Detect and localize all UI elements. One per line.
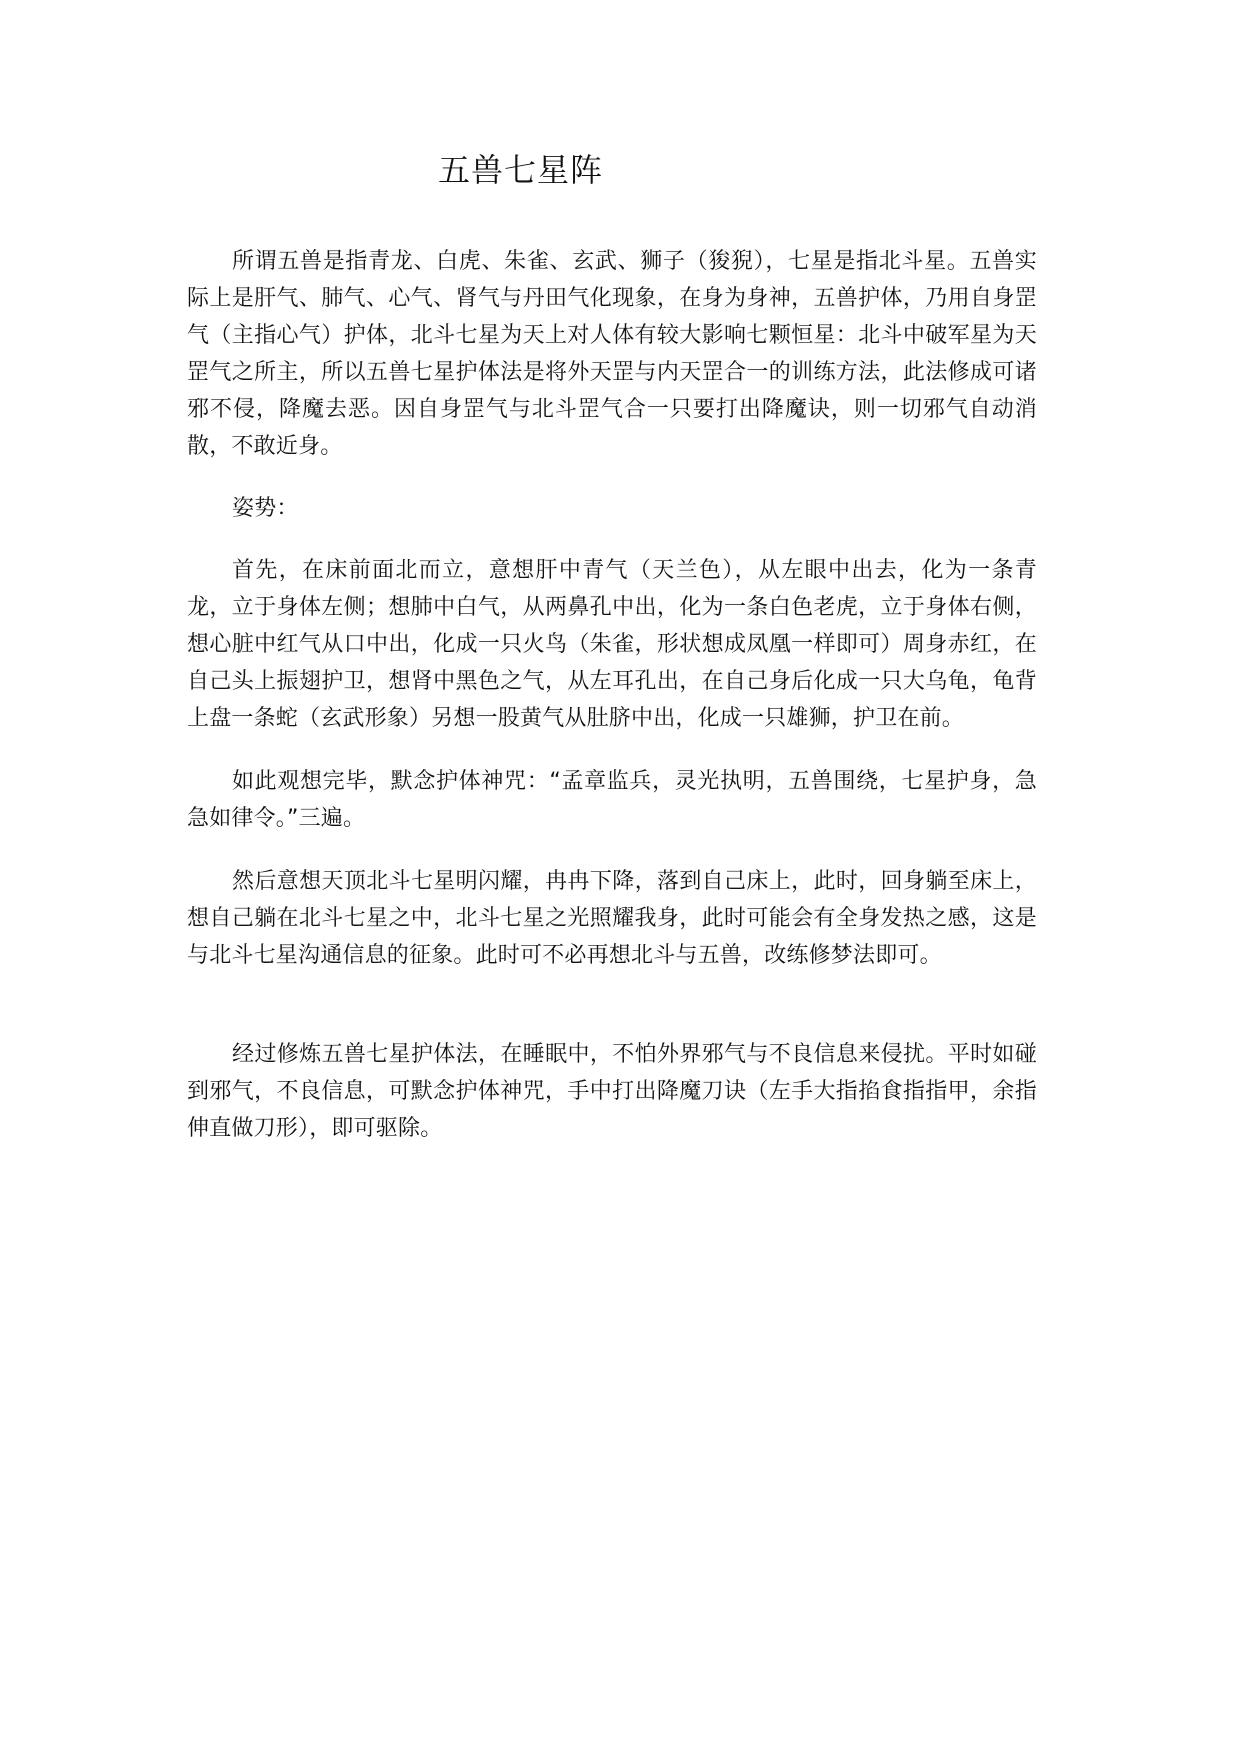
paragraph-benefits: 经过修炼五兽七星护体法，在睡眠中，不怕外界邪气与不良信息来侵扰。平时如碰到邪气，不良信息，可默念护体神咒，手中打出降魔刀诀（左手大指掐食指指甲，余指伸直做刀形），即可驱除。 (187, 1042, 1037, 1141)
paragraph-posture-heading: 姿势： (232, 496, 299, 521)
paragraph-intro: 所谓五兽是指青龙、白虎、朱雀、玄武、狮子（狻猊），七星是指北斗星。五兽实际上是肝气、肺气、心气、肾气与丹田气化现象，在身为身神，五兽护体，乃用自身罡气（主指心气）护体，北斗七星为天上对人体有较大影响七颗恒星：北斗中破军星为天罡气之所主，所以五兽七星护体法是将外天罡与内天罡合一的训练方法，此法修成可诸邪不侵，降魔去恶。因自身罡气与北斗罡气合一只要打出降魔诀，则一切邪气自动消散，不敢近身。 (187, 249, 1037, 459)
document-title: 五兽七星阵 (438, 151, 604, 189)
paragraph-visualization: 首先，在床前面北而立，意想肝中青气（天兰色），从左眼中出去，化为一条青龙，立于身体左侧；想肺中白气，从两鼻孔中出，化为一条白色老虎，立于身体右侧，想心脏中红气从口中出，化成一只火鸟（朱雀，形状想成凤凰一样即可）周身赤红，在自己头上振翅护卫，想肾中黑色之气，从左耳孔出，在自己身后化成一只大乌龟，龟背上盘一条蛇（玄武形象）另想一股黄气从肚脐中出，化成一只雄狮，护卫在前。 (187, 558, 1037, 731)
paragraph-incantation: 如此观想完毕，默念护体神咒：“孟章监兵，灵光执明，五兽围绕，七星护身，急急如律令。”三遍。 (187, 769, 1037, 831)
document-body (187, 243, 1037, 1147)
paragraph-big-dipper: 然后意想天顶北斗七星明闪耀，冉冉下降，落到自己床上，此时，回身躺至床上，想自己躺在北斗七星之中，北斗七星之光照耀我身，此时可能会有全身发热之感，这是与北斗七星沟通信息的征象。此时可不必再想北斗与五兽，改练修梦法即可。 (187, 869, 1037, 968)
